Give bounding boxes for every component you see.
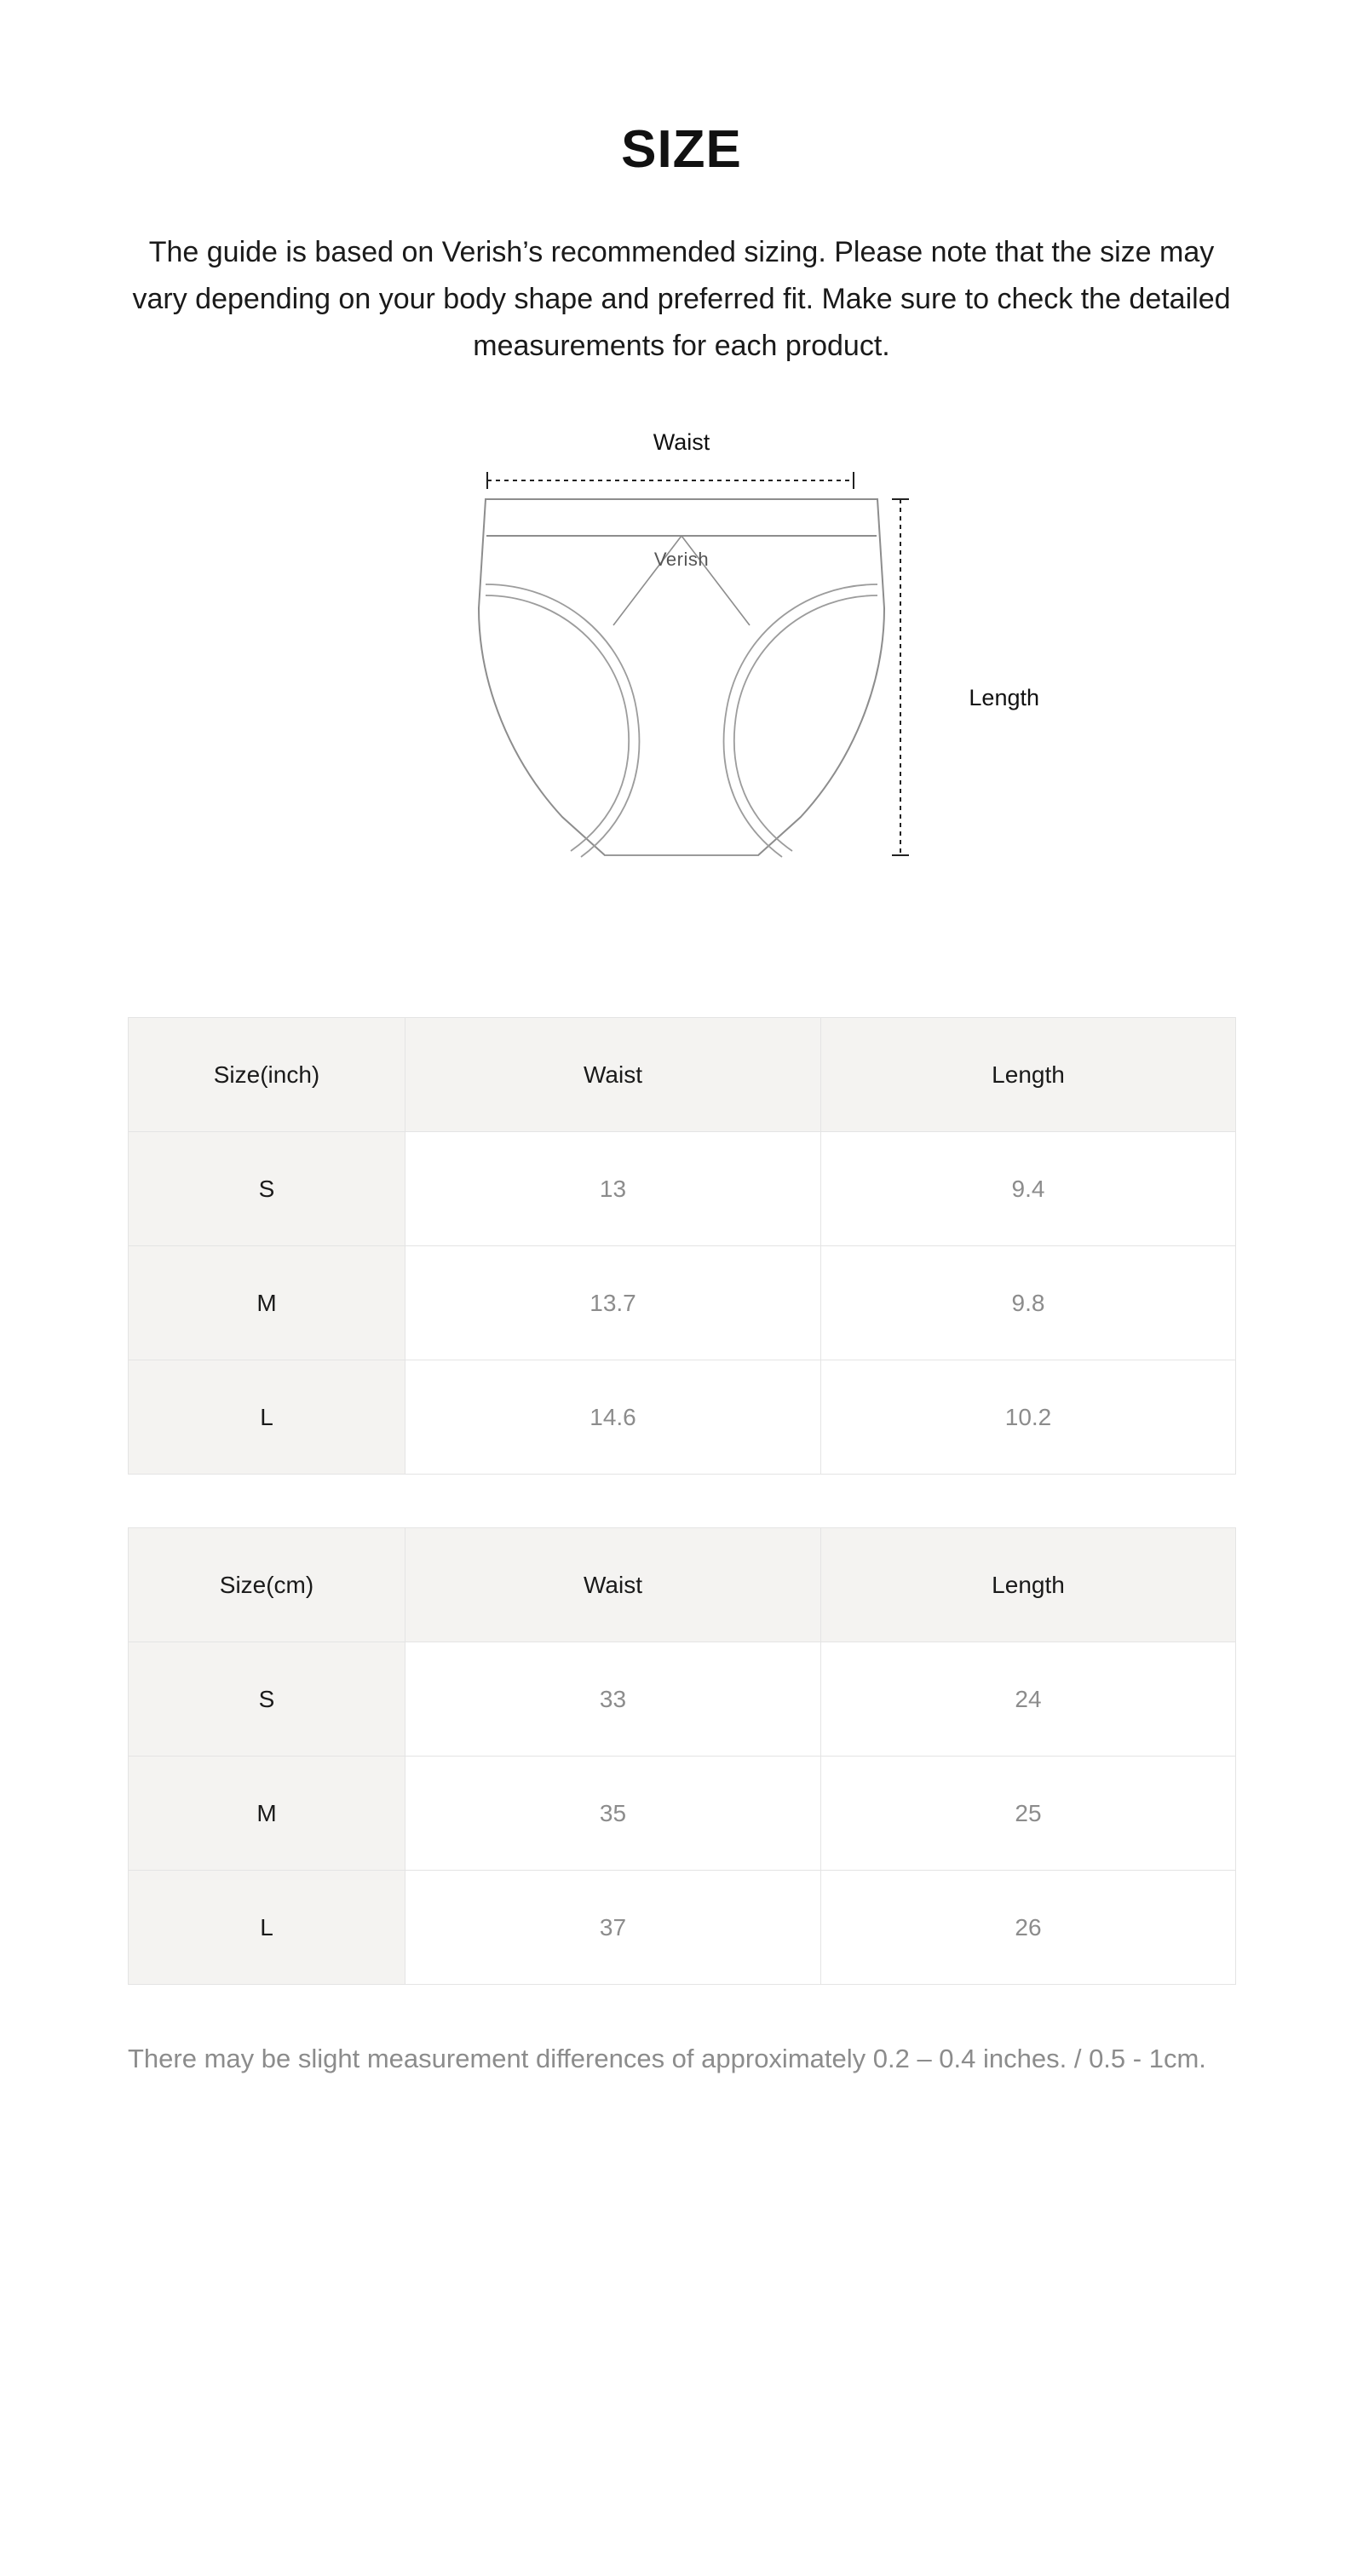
size-tables — [128, 1017, 1235, 1985]
column-header-length: Length — [821, 1528, 1236, 1642]
intro-text: The guide is based on Verish’s recommended sizing. Please note that the size may vary depending on your body shape and preferred fit. Make sure to check the detailed measurements for each product. — [132, 236, 1231, 363]
cell-size: L — [129, 1360, 405, 1475]
cell-size: S — [129, 1642, 405, 1757]
table-row — [129, 1246, 1236, 1360]
column-header-waist: Waist — [405, 1528, 821, 1642]
waist-label: Waist — [653, 429, 710, 456]
size-table-inch — [128, 1017, 1236, 1475]
cell-waist: 13.7 — [405, 1246, 821, 1360]
cell-length: 10.2 — [821, 1360, 1236, 1475]
cell-waist: 35 — [405, 1757, 821, 1871]
cell-size: L — [129, 1871, 405, 1985]
cell-waist: 13 — [405, 1132, 821, 1246]
brand-mark: Verish — [653, 549, 710, 571]
table-header-row — [129, 1018, 1236, 1132]
column-header-waist: Waist — [405, 1018, 821, 1132]
cell-waist: 37 — [405, 1871, 821, 1985]
table-row — [129, 1360, 1236, 1475]
cell-length: 9.8 — [821, 1246, 1236, 1360]
cell-length: 9.4 — [821, 1132, 1236, 1246]
column-header-size: Size(cm) — [129, 1528, 405, 1642]
page-title: SIZE — [621, 120, 742, 179]
size-table-cm — [128, 1527, 1236, 1985]
table-row — [129, 1642, 1236, 1757]
panty-line-drawing-icon — [358, 429, 1005, 915]
cell-length: 25 — [821, 1757, 1236, 1871]
cell-size: M — [129, 1246, 405, 1360]
cell-size: M — [129, 1757, 405, 1871]
table-row — [129, 1757, 1236, 1871]
panty-diagram — [358, 429, 1039, 915]
cell-size: S — [129, 1132, 405, 1246]
measurement-note: There may be slight measurement differences of approximately 0.2 – 0.4 inches. / 0.5 - 1cm. — [128, 2044, 1206, 2074]
table-row — [129, 1871, 1236, 1985]
column-header-size: Size(inch) — [129, 1018, 405, 1132]
cell-waist: 33 — [405, 1642, 821, 1757]
cell-length: 24 — [821, 1642, 1236, 1757]
cell-waist: 14.6 — [405, 1360, 821, 1475]
cell-length: 26 — [821, 1871, 1236, 1985]
table-header-row — [129, 1528, 1236, 1642]
column-header-length: Length — [821, 1018, 1236, 1132]
table-row — [129, 1132, 1236, 1246]
length-label: Length — [969, 685, 1039, 711]
size-diagram-section — [0, 429, 1363, 915]
